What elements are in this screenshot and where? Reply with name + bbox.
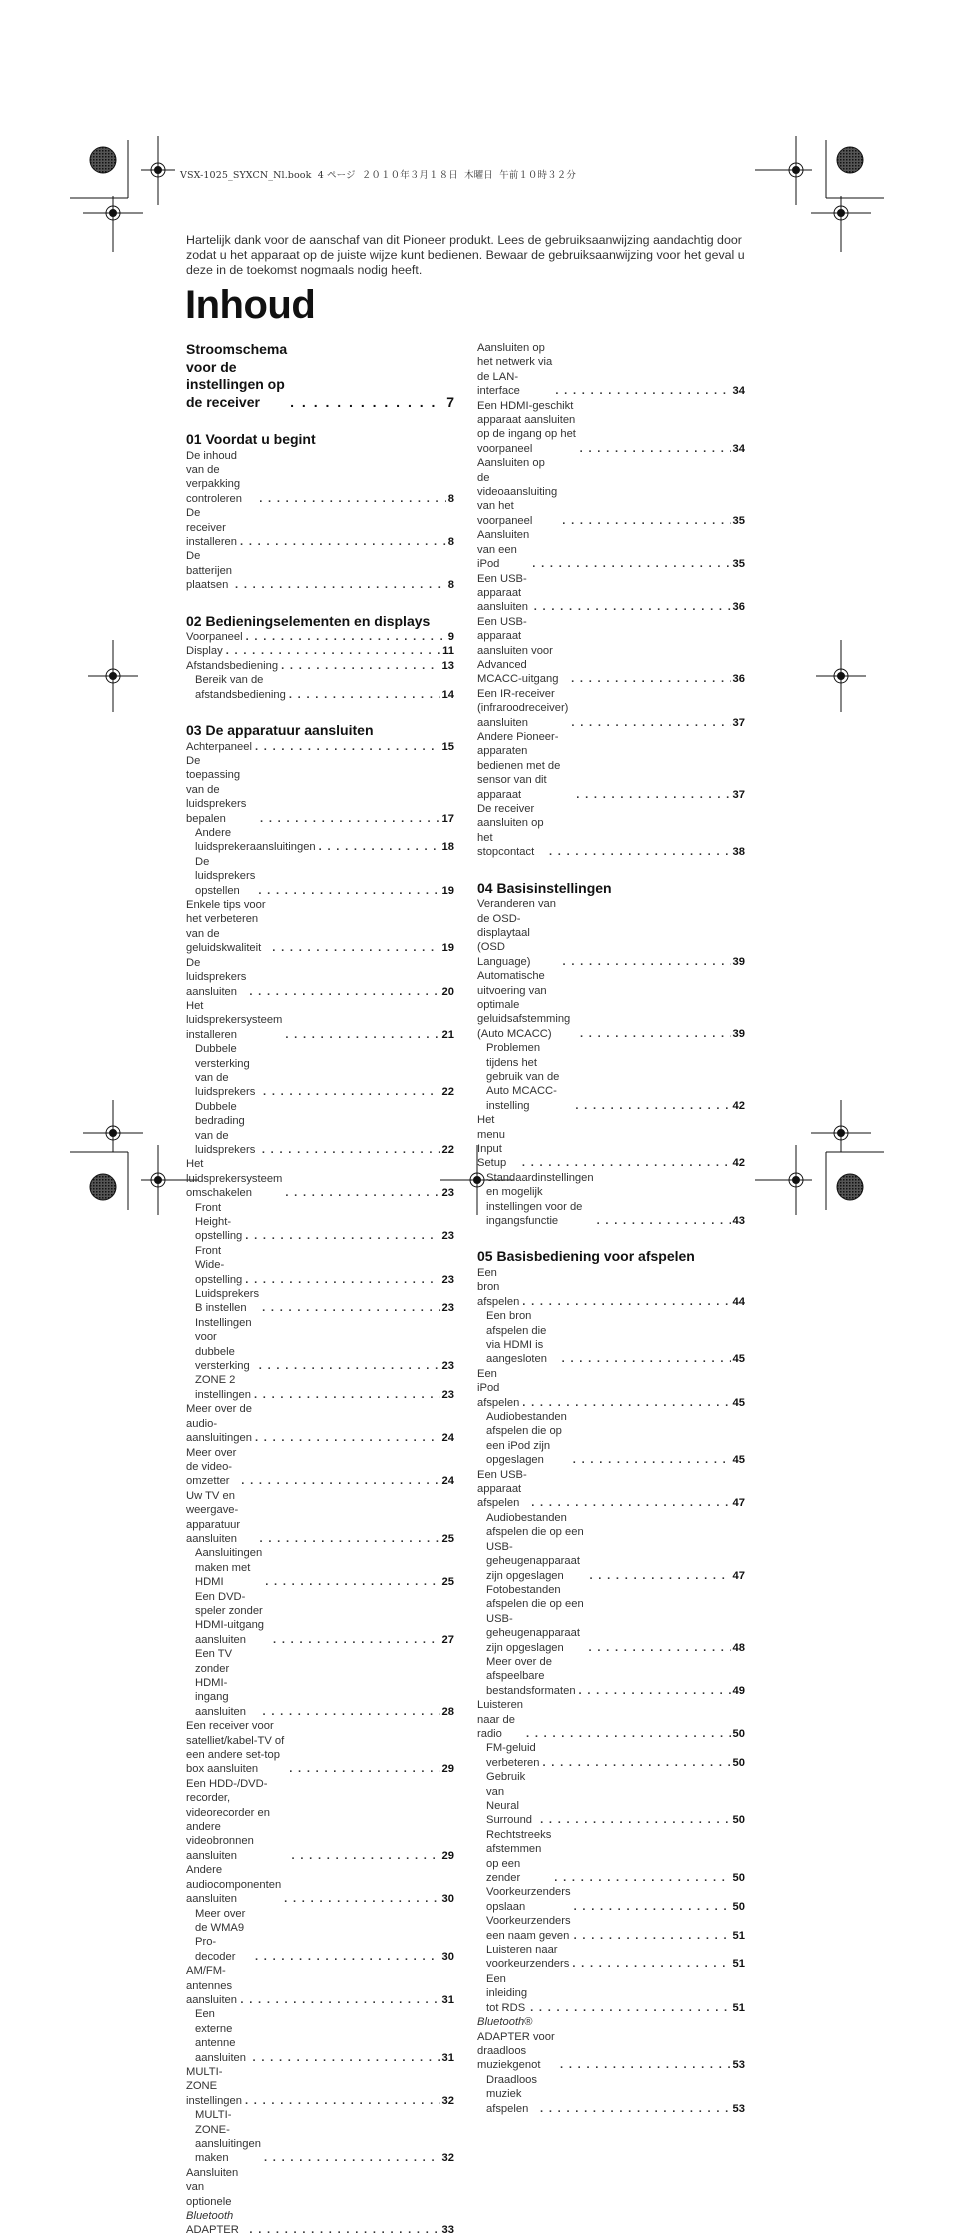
toc-entry-text: Een USB-apparaat aansluiten voor Advanced MCACC-uitgang (477, 615, 559, 686)
section-heading-05: 05 Basisbediening voor afspelen (477, 1248, 695, 1265)
toc-entry-text: AM/FM-antennes aansluiten (186, 1965, 238, 2006)
toc-entry-text: Luidsprekers B instellen (195, 1288, 260, 1315)
leader-dots (576, 1684, 731, 1698)
toc-entry-text: Een DVD-speler zonder HDMI-uitgang aansluiten (195, 1590, 265, 1646)
toc-entry-text: Een bron afspelen (477, 1266, 520, 1308)
leader-dots (571, 1929, 731, 1943)
toc-entry-text: De luidsprekers opstellen (195, 855, 256, 897)
toc-page-number: 28 (441, 1705, 454, 1718)
toc-entry-text: Gebruik van Neural Surround (486, 1771, 533, 1827)
toc-entry[interactable] (186, 506, 454, 549)
toc-page-number: 29 (441, 1849, 454, 1862)
toc-entry[interactable] (477, 1113, 745, 1171)
toc-entry-text: Instellingen voor dubbele versterking (195, 1316, 252, 1373)
leader-dots (259, 1143, 440, 1157)
leader-dots (281, 1892, 439, 1906)
toc-entry-text: Audiobestanden afspelen die op een USB-geheugenapparaat zijn opgeslagen (486, 1511, 584, 1582)
toc-page-number: 44 (732, 1295, 745, 1308)
toc-entry[interactable] (477, 1914, 745, 1943)
leader-dots (559, 514, 730, 528)
toc-entry-text: Front Wide-opstelling (195, 1244, 243, 1286)
toc-page-number: 32 (441, 2152, 454, 2165)
leader-dots (570, 1453, 731, 1467)
toc-entry[interactable] (186, 826, 454, 855)
toc-entry[interactable] (477, 1171, 745, 1229)
leader-dots (316, 840, 440, 854)
toc-entry-text: Een IR-receiver (infraroodreceiver) aansluiten (477, 687, 569, 729)
leader-dots (586, 1569, 730, 1583)
toc-list-04 (477, 897, 745, 1228)
toc-entry[interactable] (186, 659, 454, 673)
toc-page-number: 51 (732, 1958, 745, 1971)
leader-dots (529, 557, 730, 571)
leader-dots (519, 1156, 731, 1170)
toc-entry-text: Voorkeurzenders opslaan (486, 1886, 571, 1913)
toc-page-number: 29 (441, 1763, 454, 1776)
toc-entry[interactable] (186, 1316, 454, 1374)
section-heading-04: 04 Basisinstellingen (477, 879, 612, 896)
leader-dots (282, 1186, 439, 1200)
toc-page-number: 42 (732, 1099, 745, 1112)
toc-entry-text: De batterijen plaatsen (186, 550, 233, 592)
leader-dots (577, 442, 731, 456)
toc-entry[interactable] (186, 2166, 454, 2238)
leader-dots (568, 716, 730, 730)
toc-page-number: 21 (441, 1028, 454, 1041)
toc-page-number: 35 (732, 514, 745, 527)
toc-entry-text: Problemen tijdens het gebruik van de Auto MCACC-instelling (486, 1042, 560, 1112)
toc-entry-text: Enkele tips voor het verbeteren van de geluidskwaliteit (186, 899, 266, 955)
leader-dots (519, 1295, 730, 1309)
leader-dots (282, 1028, 439, 1042)
toc-entry[interactable] (186, 1100, 454, 1158)
toc-entry-text: Meer over de WMA9 Pro-decoder (195, 1907, 246, 1963)
toc-entry[interactable] (186, 956, 454, 999)
toc-page-number: 45 (732, 1454, 745, 1467)
toc-entry[interactable] (186, 1590, 454, 1648)
toc-page-number: 22 (441, 1086, 454, 1099)
toc-page-number: 37 (732, 716, 745, 729)
toc-entry[interactable] (186, 1647, 454, 1719)
toc-entry[interactable] (477, 528, 745, 571)
toc-entry[interactable] (477, 615, 745, 687)
toc-entry-text: Display (186, 645, 223, 658)
toc-page-number: 43 (732, 1215, 745, 1228)
toc-page-number: 39 (732, 1027, 745, 1040)
toc-page-number: 34 (732, 385, 745, 398)
toc-entry[interactable] (477, 1041, 745, 1113)
leader-dots (252, 740, 440, 754)
toc-entry[interactable] (477, 1583, 745, 1655)
leader-dots (573, 788, 730, 802)
toc-entry-text: FM-geluid verbeteren (486, 1742, 540, 1769)
toc-page-number: 23 (441, 1302, 454, 1315)
toc-entry-text: Andere Pioneer-apparaten bedienen met de sensor van dit apparaat (477, 730, 561, 801)
toc-entry-flowchart[interactable]: Stroomschema voor de instellingen op de receiver . . . 7 (186, 341, 454, 411)
toc-entry[interactable] (186, 630, 454, 644)
leader-dots (560, 955, 731, 969)
toc-entry-text: Andere audiocomponenten aansluiten (186, 1864, 282, 1906)
toc-entry[interactable] (477, 802, 745, 860)
toc-page-number: 23 (441, 1388, 454, 1401)
toc-entry[interactable] (477, 687, 745, 730)
toc-page-number: 11 (442, 645, 454, 658)
leader-dots (289, 1849, 440, 1863)
toc-entry[interactable] (186, 2065, 454, 2108)
toc-entry[interactable] (186, 1042, 454, 1100)
toc-entry-text: Audiobestanden afspelen die op een iPod zijn opgeslagen (486, 1411, 567, 1467)
leader-dots (572, 1099, 730, 1113)
toc-entry-text: Andere luidsprekeraansluitingen (195, 827, 316, 854)
toc-entry-text: De luidsprekers aansluiten (186, 956, 247, 998)
toc-page-number: 23 (441, 1187, 454, 1200)
toc-page-number: 23 (441, 1273, 454, 1286)
leader-dots (559, 1352, 731, 1366)
starburst-target-top-right (837, 147, 863, 173)
toc-page-number: 9 (447, 631, 454, 644)
intro-paragraph: Hartelijk dank voor de aanschaf van dit Pioneer produkt. Lees de gebruiksaanwijzing aandachtig door zodat u het apparaat op de juiste wijze kunt bedienen. Bewaar de gebruiksaanwijzing voor het geval u deze in de toekomst nogmaals nodig heeft. (186, 233, 745, 278)
toc-entry[interactable] (186, 740, 454, 754)
leader-dots (255, 884, 439, 898)
toc-entry[interactable] (186, 549, 454, 592)
toc-entry-text: Een receiver voor satelliet/kabel-TV of een andere set-top box aansluiten (186, 1720, 285, 1776)
toc-entry-text: Rechtstreeks afstemmen op een zender (486, 1828, 552, 1885)
toc-entry[interactable] (186, 1287, 454, 1316)
toc-page-number: 19 (441, 942, 454, 955)
leader-dots (242, 1229, 439, 1243)
toc-list-03 (186, 740, 454, 2238)
toc-entry-text: Een HDMI-geschikt apparaat aansluiten op de ingang op het voorpaneel (477, 399, 576, 455)
leader-dots (586, 1641, 731, 1655)
toc-entry[interactable] (477, 341, 745, 399)
toc-page-number: 53 (732, 2059, 745, 2072)
toc-entry[interactable] (186, 1157, 454, 1200)
toc-entry-text: Luisteren naar de radio (477, 1699, 524, 1740)
leader-dots (552, 384, 730, 398)
toc-entry-text: Aansluitingen maken met HDMI (195, 1547, 263, 1589)
print-slug: VSX-1025_SYXCN_Nl.book 4 ページ ２０１０年３月１８日 木曜日 午前１０時３２分 (180, 170, 576, 181)
toc-entry[interactable] (186, 2007, 454, 2065)
toc-page-number: 23 (441, 1360, 454, 1373)
toc-page-number: 50 (732, 1756, 745, 1769)
toc-page-number: 38 (732, 846, 745, 859)
leader-dots (237, 1993, 439, 2007)
leader-dots (246, 2223, 439, 2237)
toc-entry-text: Luisteren naar voorkeurzenders (486, 1944, 570, 1971)
toc-entry[interactable] (477, 730, 745, 802)
section-heading-01: 01 Voordat u begint (186, 431, 316, 447)
toc-entry[interactable] (477, 1885, 745, 1914)
toc-entry-text: Een inleiding tot RDS (486, 1972, 528, 2014)
toc-entry[interactable] (477, 1741, 745, 1770)
toc-entry[interactable] (186, 644, 454, 658)
leader-dots (537, 2102, 731, 2116)
leader-dots (242, 1273, 439, 1287)
toc-entry[interactable] (477, 2015, 745, 2073)
leader-dots (569, 1957, 730, 1971)
leader-dots (519, 1396, 730, 1410)
leader-dots (528, 1496, 730, 1510)
toc-page-number: 13 (441, 659, 454, 672)
toc-entry[interactable] (186, 1863, 454, 1906)
toc-entry-text: Fotobestanden afspelen die op een USB-geheugenapparaat zijn opgeslagen (486, 1583, 584, 1654)
toc-entry-text: Een iPod afspelen (477, 1367, 520, 1409)
leader-dots (260, 1705, 440, 1719)
leader-dots (246, 985, 439, 999)
leader-dots (568, 672, 730, 686)
toc-entry[interactable] (186, 1201, 454, 1244)
toc-entry-text: Automatische uitvoering van optimale geluidsafstemming (Auto MCACC) (477, 970, 571, 1040)
leader-dots (278, 659, 439, 673)
toc-entry[interactable] (477, 456, 745, 528)
toc-entry-text: Meer over de video-omzetter (186, 1446, 237, 1488)
leader-dots (223, 644, 440, 658)
toc-entry-text: Veranderen van de OSD-displaytaal (OSD Language) (477, 898, 556, 968)
toc-entry-text: De toepassing van de luidsprekers bepalen (186, 755, 247, 825)
toc-page-number: 27 (441, 1633, 454, 1646)
toc-entry[interactable] (477, 1309, 745, 1367)
toc-page-number: 47 (732, 1569, 745, 1582)
toc-page-number: 35 (732, 558, 745, 571)
toc-entry[interactable] (477, 1410, 745, 1468)
toc-entry-text: Draadloos muziek afspelen (486, 2073, 537, 2115)
leader-dots (237, 535, 446, 549)
leader-dots (539, 1756, 730, 1770)
toc-entry[interactable] (186, 1546, 454, 1589)
starburst-target-bottom-left (90, 1174, 116, 1200)
toc-entry[interactable] (477, 572, 745, 615)
toc-page-number: 18 (441, 841, 454, 854)
toc-page-number: 17 (441, 812, 454, 825)
toc-entry[interactable] (186, 1907, 454, 1965)
starburst-target-bottom-right (837, 1174, 863, 1200)
leader-dots (257, 812, 440, 826)
toc-entry[interactable] (186, 1402, 454, 1445)
toc-entry-text: Aansluiten van optionele Bluetooth ADAPTER (186, 2166, 239, 2237)
toc-entry-text: De receiver installeren (186, 507, 237, 548)
toc-entry-text: Voorkeurzenders een naam geven (486, 1915, 571, 1942)
toc-list-01 (186, 449, 454, 593)
leader-dots (256, 492, 446, 506)
section-heading-02: 02 Bedieningselementen en displays (186, 612, 431, 629)
toc-page-number: 36 (732, 601, 745, 614)
toc-page-number: 45 (732, 1353, 745, 1366)
toc-entry[interactable] (186, 1719, 454, 1777)
toc-entry[interactable] (477, 1266, 745, 1309)
toc-entry[interactable] (477, 1770, 745, 1828)
page-title: Inhoud (185, 283, 316, 327)
leader-dots (238, 1474, 439, 1488)
toc-entry[interactable] (186, 754, 454, 826)
toc-page-number: 36 (732, 673, 745, 686)
toc-entry-text: Meer over de afspeelbare bestandsformaten (486, 1655, 576, 1697)
toc-entry[interactable] (477, 1828, 745, 1886)
toc-entry-text: Uw TV en weergave-apparatuur aansluiten (186, 1489, 241, 1545)
toc-page-number: 24 (441, 1432, 454, 1445)
leader-dots (527, 2001, 730, 2015)
toc-page-number: 50 (732, 1727, 745, 1740)
toc-page-number: 8 (447, 535, 454, 548)
toc-entry-text: Het menu Input Setup (477, 1114, 507, 1170)
toc-page-number: 14 (441, 688, 454, 701)
toc-page-number: 48 (732, 1641, 745, 1654)
leader-dots (262, 1575, 439, 1589)
toc-page-number: 49 (732, 1684, 745, 1697)
leader-dots (261, 2151, 440, 2165)
toc-entry-text: Aansluiten van een iPod (477, 529, 530, 571)
leader-dots (250, 2051, 440, 2065)
leader-dots (242, 2094, 440, 2108)
toc-entry-text: MULTI-ZONE-aansluitingen maken (195, 2109, 261, 2165)
toc-page-number: 15 (441, 740, 454, 753)
leader-dots (286, 1762, 439, 1776)
toc-page-number: 42 (732, 1157, 745, 1170)
toc-entry-text: Een HDD-/DVD-recorder, videorecorder en andere videobronnen aansluiten (186, 1777, 270, 1862)
toc-entry[interactable] (186, 2108, 454, 2166)
toc-entry-text: Het luidsprekersysteem omschakelen (186, 1158, 283, 1200)
toc-page-number: 33 (441, 2224, 454, 2237)
toc-entry-text: Aansluiten op de videoaansluiting van het voorpaneel (477, 457, 558, 527)
toc-entry-text: Een externe antenne aansluiten (195, 2008, 247, 2064)
toc-entry[interactable] (186, 898, 454, 956)
toc-entry[interactable] (186, 673, 454, 702)
toc-entry[interactable] (186, 999, 454, 1042)
leader-dots (232, 578, 446, 592)
toc-column-right (477, 341, 745, 2116)
toc-entry[interactable] (477, 1468, 745, 1511)
toc-page-number: 47 (732, 1497, 745, 1510)
toc-entry-text: Meer over de audio-aansluitingen (186, 1403, 252, 1445)
toc-entry[interactable] (477, 2073, 745, 2116)
toc-entry-text: Een TV zonder HDMI-ingang aansluiten (195, 1648, 247, 1718)
toc-entry[interactable] (477, 1698, 745, 1741)
toc-entry-text: Voorpaneel (186, 631, 243, 644)
toc-entry-text: Dubbele versterking van de luidsprekers (195, 1043, 256, 1099)
toc-page-number: 51 (732, 1929, 745, 1942)
toc-entry[interactable] (477, 1511, 745, 1583)
toc-entry[interactable] (186, 855, 454, 898)
toc-page-number: 34 (732, 442, 745, 455)
toc-page-number: 8 (447, 492, 454, 505)
toc-entry-text: De inhoud van de verpakking controleren (186, 449, 242, 505)
leader-dots (259, 1301, 439, 1315)
starburst-target-top-left (90, 147, 116, 173)
toc-entry-text: Front Height-opstelling (195, 1201, 243, 1243)
toc-entry[interactable] (477, 1943, 745, 1972)
toc-entry-text: Een bron afspelen die via HDMI is aangesloten (486, 1310, 547, 1366)
toc-entry[interactable] (186, 449, 454, 507)
leader-dots (571, 1900, 731, 1914)
toc-page-number: 8 (447, 579, 454, 592)
toc-page-number: 37 (732, 788, 745, 801)
leader-dots (557, 2058, 731, 2072)
toc-entry-text: De receiver aansluiten op het stopcontact (477, 803, 544, 859)
toc-entry[interactable] (477, 1367, 745, 1410)
toc-entry[interactable] (477, 1655, 745, 1698)
toc-page-number: 45 (732, 1396, 745, 1409)
toc-list-05 (477, 1266, 745, 2116)
toc-entry[interactable] (477, 897, 745, 969)
toc-entry[interactable] (186, 1244, 454, 1287)
toc-page-number: 24 (441, 1475, 454, 1488)
section-heading-03: 03 De apparatuur aansluiten (186, 722, 374, 739)
leader-dots (523, 1727, 731, 1741)
toc-entry-text: Bereik van de afstandsbediening (195, 674, 286, 701)
toc-page-number: 23 (441, 1230, 454, 1243)
leader-dots (594, 1214, 731, 1228)
toc-page-number: 50 (732, 1900, 745, 1913)
leader-dots (269, 941, 439, 955)
toc-entry-text: Het luidsprekersysteem installeren (186, 999, 283, 1041)
toc-page-number: 22 (441, 1143, 454, 1156)
toc-entry[interactable] (186, 1489, 454, 1547)
toc-entry[interactable] (477, 1972, 745, 2015)
leader-dots (256, 1359, 440, 1373)
toc-entry-text: Dubbele bedrading van de luidsprekers (195, 1100, 256, 1156)
toc-entry[interactable] (477, 399, 745, 457)
toc-entry[interactable] (186, 1777, 454, 1863)
leader-dots (546, 845, 731, 859)
toc-entry-text: Een USB-apparaat aansluiten (477, 572, 529, 614)
toc-page-number: 31 (441, 2051, 454, 2064)
toc-page-number: 31 (441, 1993, 454, 2006)
toc-page-number: 50 (732, 1872, 745, 1885)
toc-page-number: 53 (732, 2102, 745, 2115)
toc-page-number: 39 (732, 955, 745, 968)
leader-dots (286, 688, 440, 702)
leader-dots (577, 1027, 731, 1041)
leader-dots (260, 1085, 440, 1099)
toc-column-left (186, 341, 454, 2238)
leader-dots (531, 600, 731, 614)
toc-page-number: 19 (441, 884, 454, 897)
toc-entry-text: Afstandsbediening (186, 659, 279, 672)
toc-entry-text: Aansluiten op het netwerk via de LAN-interface (477, 342, 553, 398)
leader-dots (537, 1813, 730, 1827)
leader-dots (251, 1388, 440, 1402)
leader-dots (252, 1950, 440, 1964)
toc-entry[interactable] (186, 1964, 454, 2007)
toc-page-number: 30 (441, 1893, 454, 1906)
leader-dots (252, 1431, 440, 1445)
toc-entry-text: Bluetooth® ADAPTER voor draadloos muziekgenot (477, 2016, 555, 2072)
toc-list-02 (186, 630, 454, 702)
toc-entry-text: ZONE 2 instellingen (195, 1374, 251, 1401)
leader-dots (243, 630, 446, 644)
toc-page-number: 32 (441, 2094, 454, 2107)
leader-dots (257, 1532, 440, 1546)
toc-page-number: 20 (441, 985, 454, 998)
toc-page-number: 50 (732, 1814, 745, 1827)
toc-page-number: 25 (441, 1532, 454, 1545)
toc-entry[interactable] (186, 1373, 454, 1402)
toc-entry[interactable] (477, 969, 745, 1041)
toc-entry[interactable] (186, 1446, 454, 1489)
toc-page-number: 25 (441, 1576, 454, 1589)
toc-entry-text: MULTI-ZONE instellingen (186, 2065, 242, 2107)
toc-page-number: 30 (441, 1950, 454, 1963)
leader-dots (551, 1871, 730, 1885)
leader-dots (270, 1633, 440, 1647)
toc-page-number: 51 (732, 2001, 745, 2014)
toc-entry-text: Standaardinstellingen en mogelijk instellingen voor de ingangsfunctie (486, 1171, 594, 1228)
toc-list-03-continued (477, 341, 745, 860)
toc-entry-text: Een USB-apparaat afspelen (477, 1468, 527, 1510)
toc-entry-text: Achterpaneel (186, 740, 252, 753)
